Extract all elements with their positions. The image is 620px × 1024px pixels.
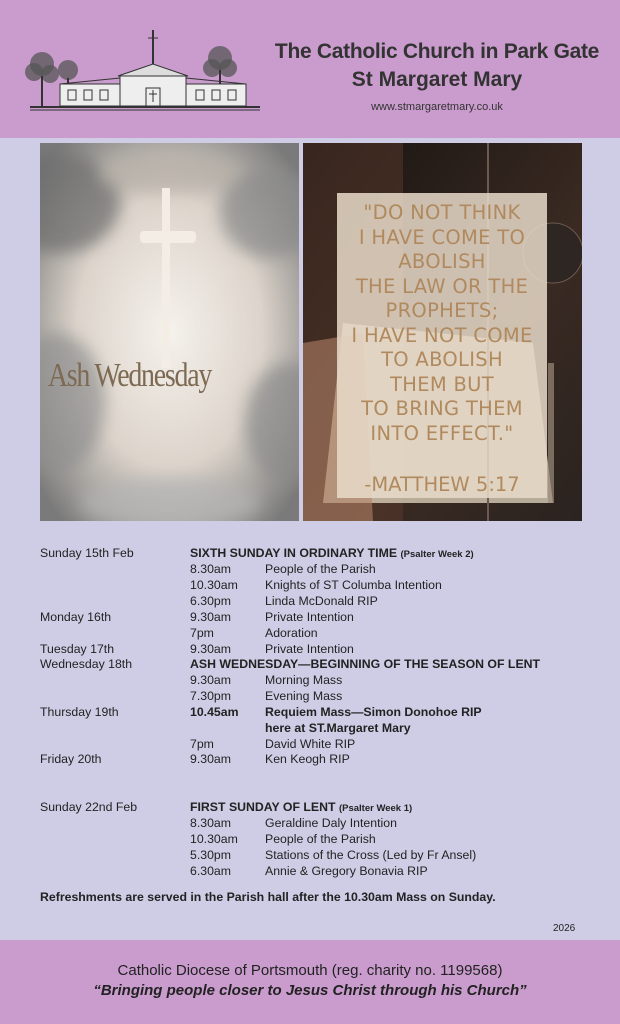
diocese-line: Catholic Diocese of Portsmouth (reg. charity no. 1199568) bbox=[117, 962, 503, 979]
mass-intention: Geraldine Daly Intention bbox=[265, 816, 397, 830]
mass-intention: Private Intention bbox=[265, 610, 354, 624]
ash-wednesday-image bbox=[40, 143, 299, 521]
mass-intention: People of the Parish bbox=[265, 832, 376, 846]
quote-line: INTO EFFECT." bbox=[370, 421, 514, 445]
quote-line: THEM BUT bbox=[390, 372, 494, 396]
refreshments-notice: Refreshments are served in the Parish hall after the 10.30am Mass on Sunday. bbox=[40, 890, 496, 904]
day-label: Sunday 22nd Feb bbox=[40, 800, 138, 814]
cloudy-sky-background bbox=[40, 143, 299, 521]
quote-line: PROPHETS; bbox=[385, 299, 499, 322]
mass-time: 8.30am bbox=[190, 562, 232, 576]
mass-time: 6.30pm bbox=[190, 594, 232, 608]
mass-time: 9.30am bbox=[190, 673, 232, 687]
quote-line: ABOLISH bbox=[398, 250, 486, 273]
day-label: Tuesday 17th bbox=[40, 642, 115, 656]
mass-intention: David White RIP bbox=[265, 737, 356, 751]
scripture-quote bbox=[337, 201, 547, 446]
quote-line: I HAVE COME TO bbox=[358, 225, 526, 249]
mass-time: 8.30am bbox=[190, 816, 232, 830]
mass-intention: Stations of the Cross (Led by Fr Ansel) bbox=[265, 848, 477, 862]
year-label: 2026 bbox=[553, 923, 576, 934]
quote-line: I HAVE NOT COME bbox=[351, 323, 533, 347]
day-label: Wednesday 18th bbox=[40, 657, 133, 671]
mass-intention: People of the Parish bbox=[265, 562, 376, 576]
day-label: Sunday 15th Feb bbox=[40, 546, 134, 560]
mass-time: 7.30pm bbox=[190, 689, 232, 703]
mass-intention: Evening Mass bbox=[265, 689, 343, 703]
mass-time: 10.45am bbox=[190, 705, 239, 719]
church-subtitle: St Margaret Mary bbox=[351, 68, 523, 91]
quote-line: TO BRING THEM bbox=[361, 397, 523, 420]
mass-time: 10.30am bbox=[190, 578, 238, 592]
website-url[interactable]: www.stmargaretmary.co.uk bbox=[371, 101, 503, 113]
mass-intention: Adoration bbox=[265, 626, 318, 640]
church-logo bbox=[20, 26, 265, 114]
quote-attribution: -MATTHEW 5:17 bbox=[364, 473, 520, 496]
day-label: Friday 20th bbox=[40, 752, 102, 766]
mass-time: 10.30am bbox=[190, 832, 238, 846]
quote-line: "DO NOT THINK bbox=[363, 201, 521, 224]
day-label: Monday 16th bbox=[40, 610, 112, 624]
mass-intention: Requiem Mass—Simon Donohoe RIP bbox=[265, 705, 482, 719]
ash-wednesday-caption: Ash Wednesday bbox=[47, 357, 212, 394]
quote-line: THE LAW OR THE bbox=[355, 274, 529, 298]
day-heading: ASH WEDNESDAY—BEGINNING OF THE SEASON OF LENT bbox=[190, 657, 541, 671]
quote-line: TO ABOLISH bbox=[381, 348, 503, 371]
day-heading: SIXTH SUNDAY IN ORDINARY TIME (Psalter Week 2) bbox=[190, 546, 474, 560]
mass-time: 7pm bbox=[190, 737, 214, 751]
day-label: Thursday 19th bbox=[40, 705, 119, 719]
mass-intention: Knights of ST Columba Intention bbox=[265, 578, 442, 592]
mass-location: here at ST.Margaret Mary bbox=[265, 721, 411, 735]
mass-intention: Private Intention bbox=[265, 642, 354, 656]
mass-intention: Ken Keogh RIP bbox=[265, 752, 350, 766]
mass-time: 5.30pm bbox=[190, 848, 232, 862]
mass-intention: Linda McDonald RIP bbox=[265, 594, 378, 608]
mass-intention: Morning Mass bbox=[265, 673, 343, 687]
mass-time: 9.30am bbox=[190, 642, 232, 656]
mass-time: 9.30am bbox=[190, 610, 232, 624]
mass-time: 9.30am bbox=[190, 752, 232, 766]
mass-time: 7pm bbox=[190, 626, 214, 640]
day-heading: FIRST SUNDAY OF LENT (Psalter Week 1) bbox=[190, 800, 413, 814]
tagline: “Bringing people closer to Jesus Christ through his Church” bbox=[93, 982, 527, 999]
mass-intention: Annie & Gregory Bonavia RIP bbox=[265, 864, 428, 878]
mass-time: 6.30am bbox=[190, 864, 232, 878]
church-title: The Catholic Church in Park Gate bbox=[274, 40, 600, 63]
